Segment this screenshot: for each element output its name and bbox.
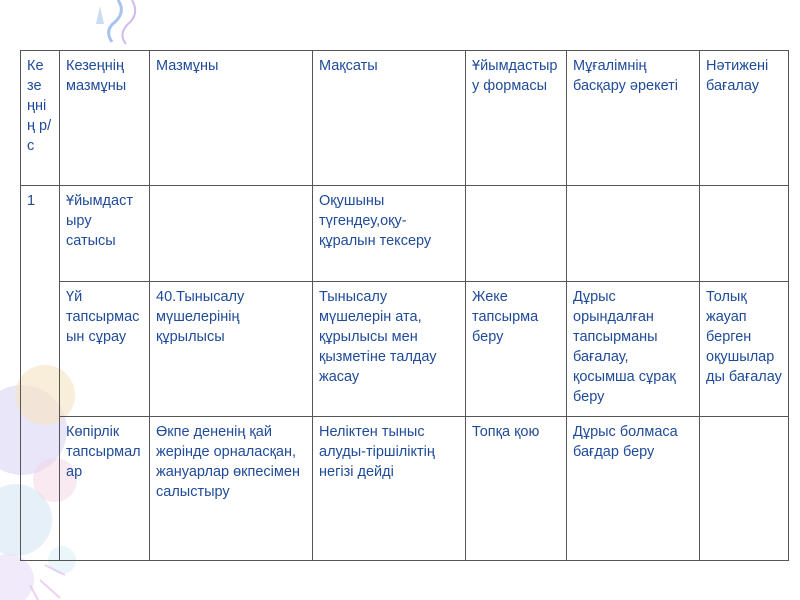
assessment-cell: Толық жауап берген оқушыларды бағалау — [700, 282, 789, 417]
teacher-action-cell: Дұрыс болмаса бағдар беру — [567, 417, 700, 561]
table-row — [21, 186, 789, 282]
table-header-row — [21, 51, 789, 186]
row-number-cell: 1 — [21, 186, 60, 561]
lesson-plan-table — [20, 50, 789, 561]
header-organization-form: Ұйымдастыру формасы — [466, 51, 567, 186]
stage-cell: Көпірлік тапсырмалар — [60, 417, 150, 561]
teacher-action-cell: Дұрыс орындалған тапсырманы бағалау, қосымша сұрақ беру — [567, 282, 700, 417]
header-teacher-action: Мұғалімнің басқару әрекеті — [567, 51, 700, 186]
header-stage-number: Ке зе ңні ң р/ с — [21, 51, 60, 186]
form-cell: Топқа қою — [466, 417, 567, 561]
header-assessment: Нәтижені бағалау — [700, 51, 789, 186]
goal-cell: Неліктен тыныс алуды-тіршіліктің негізі дейді — [313, 417, 466, 561]
form-cell — [466, 186, 567, 282]
form-cell: Жеке тапсырма беру — [466, 282, 567, 417]
stage-cell: Үй тапсырмасын сұрау — [60, 282, 150, 417]
teacher-action-cell — [567, 186, 700, 282]
header-content: Мазмұны — [150, 51, 313, 186]
assessment-cell — [700, 417, 789, 561]
content-cell: Өкпе дененің қай жерінде орналасқан, жануарлар өкпесімен салыстыру — [150, 417, 313, 561]
goal-cell: Оқушыны түгендеу,оқу-құралын тексеру — [313, 186, 466, 282]
table-row — [21, 282, 789, 417]
decorative-swirls — [96, 0, 135, 44]
header-goal: Мақсаты — [313, 51, 466, 186]
content-cell: 40.Тынысалу мүшелерінің құрылысы — [150, 282, 313, 417]
assessment-cell — [700, 186, 789, 282]
table-row — [21, 417, 789, 561]
goal-cell: Тынысалу мүшелерін ата, құрылысы мен қызметіне талдау жасау — [313, 282, 466, 417]
content-cell — [150, 186, 313, 282]
stage-cell: Ұйымдастыру сатысы — [60, 186, 150, 282]
header-stage-content: Кезеңнің мазмұны — [60, 51, 150, 186]
